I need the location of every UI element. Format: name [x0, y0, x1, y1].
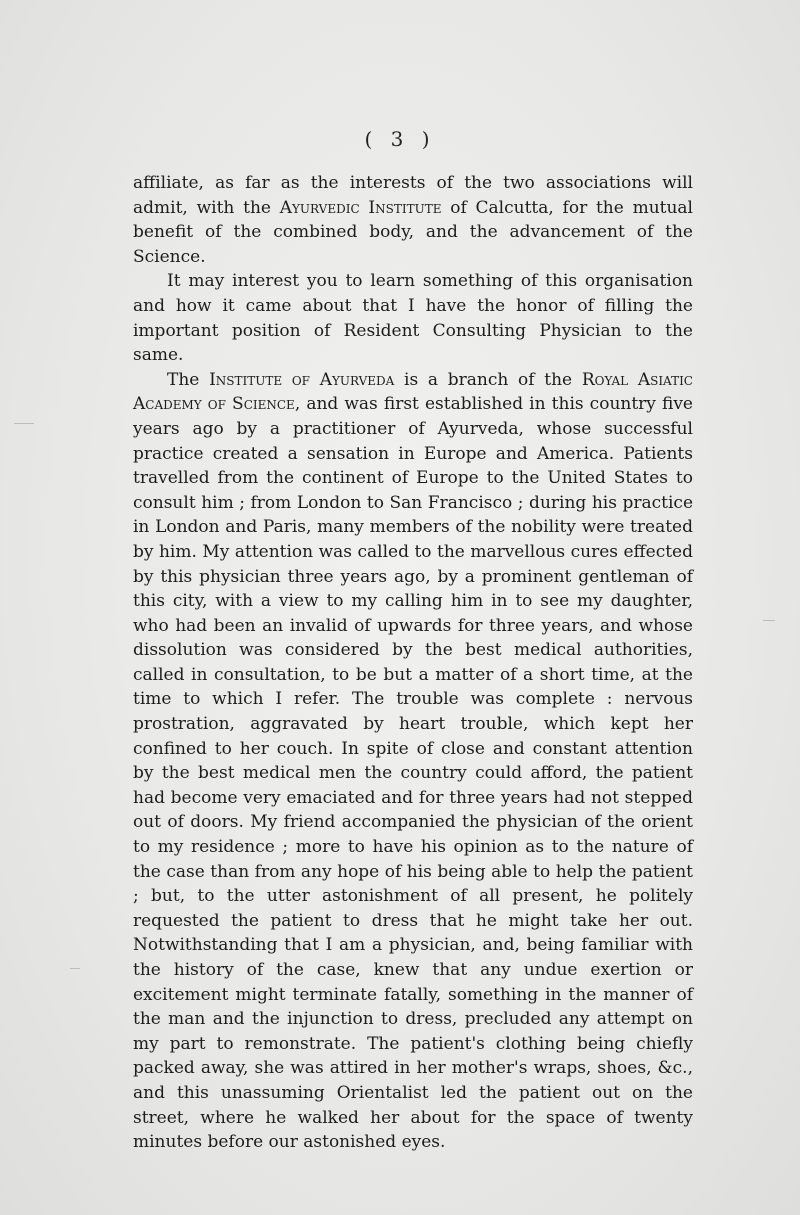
paragraph-3-text-2: is a branch of the: [394, 369, 582, 390]
royal-asiatic-academy-name: Royal Asiatic Academy of Science: [133, 369, 693, 415]
institute-of-ayurveda-name: Institute of Ayurveda: [209, 369, 395, 390]
margin-mark: [70, 968, 80, 969]
paragraph-3-text-1: The: [167, 369, 210, 390]
paragraph-2: [133, 269, 693, 367]
body-text: [133, 171, 693, 1155]
margin-mark: [763, 620, 775, 621]
paragraph-2-text: It may interest you to learn something of this organisation and how it came about that I have the honor of filling the important position of Resident Consulting Physician to the same.: [133, 271, 693, 366]
ayurvedic-institute-name: Ayurvedic Institute: [279, 197, 442, 218]
paragraph-3-text-3: , and was first established in this country five years ago by a practitioner of Ayurveda, whose successful practice created a sensation in Europe and America. Patients travelled from the continent of Europe to the United States to consult him ; from London to San Francisco ; during his practice in London and Paris, many members of the nobility were treated by him. My attention was called to the marvellous cures effected by this physician three years ago, by a prominent gentleman of this city, with a view to my calling him in to see my daughter, who had been an invalid of upwards for three years, and whose dissolution was considered by the best medical authorities, called in consultation, to be but a matter of a short time, at the time to which I refer. The trouble was complete : nervous prostration, aggravated by heart trouble, which kept her confined to her couch. In spite of close and constant attention by the best medical men the country could afford, the patient had become very emaciated and for three years had not stepped out of doors. My friend accompanied the physician of the orient to my residence ; more to have his opinion as to the nature of the case than from any hope of his being able to help the patient ; but, to the utter astonishment of all present, he politely requested the patient to dress that he might take her out. Notwithstanding that I am a physician, and, being familiar with the history of the case, knew that any undue exertion or excitement might terminate fatally, something in the manner of the man and the injunction to dress, precluded any attempt on my part to remonstrate. The patient's clothing being chiefly packed away, she was attired in her mother's wraps, shoes, &c., and this unassuming Orientalist led the patient out on the street, where he walked her about for the space of twenty minutes before our astonished eyes.: [133, 394, 693, 1153]
margin-mark: [14, 423, 34, 424]
page-number: ( 3 ): [364, 127, 436, 151]
paragraph-1-text-1: affiliate, as far as the interests of the two associations will admit, with the: [133, 173, 693, 218]
paragraph-1-text-2: of Calcutta, for the mutual benefit of the combined body, and the advancement of the Science.: [133, 197, 693, 267]
paragraph-3: [133, 368, 693, 1155]
paragraph-1: [133, 171, 693, 269]
